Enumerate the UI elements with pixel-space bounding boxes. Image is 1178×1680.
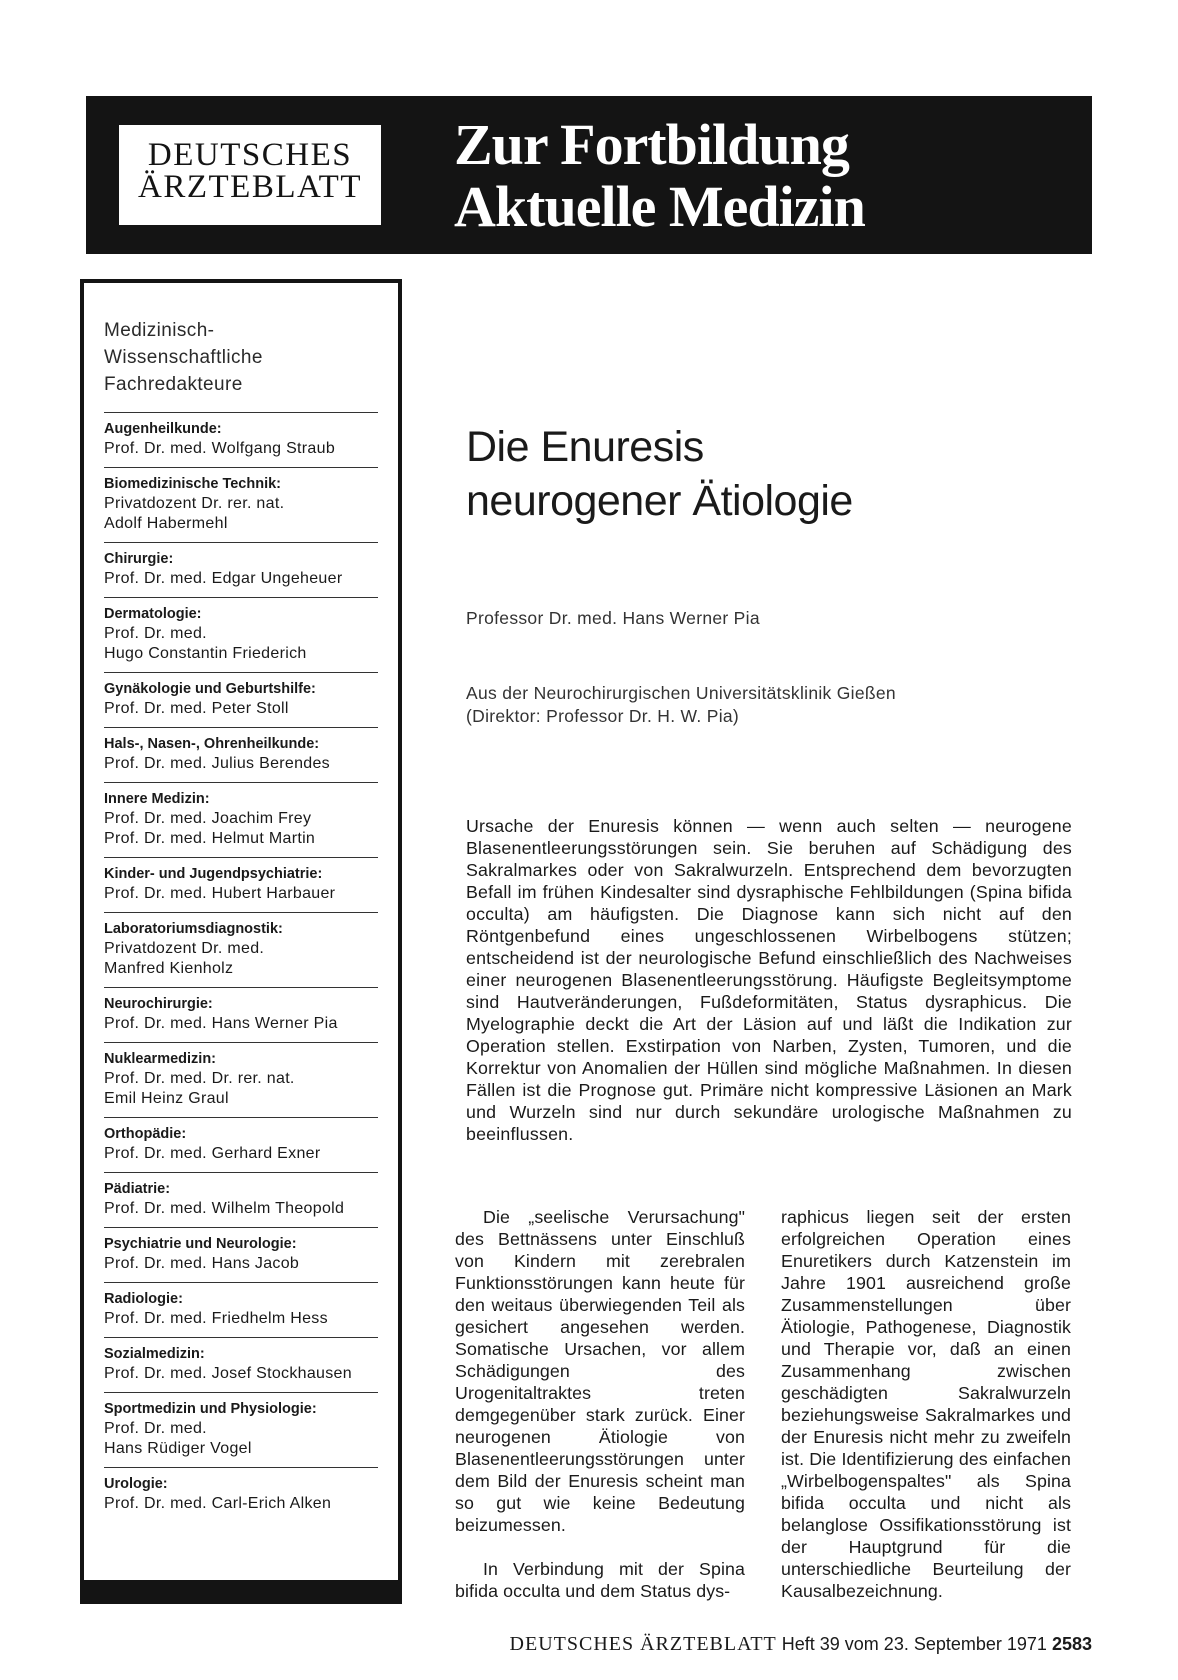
logo-line-2: ÄRZTEBLATT: [138, 169, 362, 205]
editor-entry: [104, 597, 378, 672]
editor-specialty: Radiologie:: [104, 1291, 183, 1307]
editor-specialty: Urologie:: [104, 1476, 168, 1492]
editor-name: Hugo Constantin Friederich: [104, 645, 307, 662]
editor-name: Prof. Dr. med. Carl-Erich Alken: [104, 1495, 332, 1512]
page-number: 2583: [1051, 1634, 1092, 1654]
editor-name: Prof. Dr. med.: [104, 625, 207, 642]
editor-specialty: Hals-, Nasen-, Ohrenheilkunde:: [104, 736, 320, 752]
editor-name: Prof. Dr. med. Hubert Harbauer: [104, 885, 336, 902]
section-title-line-2: Aktuelle Medizin: [454, 174, 865, 239]
editor-entry: [104, 1392, 378, 1467]
editor-name: Prof. Dr. med.: [104, 1420, 207, 1437]
editor-specialty: Pädiatrie:: [104, 1181, 171, 1197]
editor-name: Prof. Dr. med. Friedhelm Hess: [104, 1310, 328, 1327]
editor-entry: [104, 782, 378, 857]
section-title-line-1: Zur Fortbildung: [454, 112, 849, 177]
editor-entry: [104, 1337, 378, 1392]
editor-specialty: Gynäkologie und Geburtshilfe:: [104, 681, 316, 697]
journal-logo: [119, 125, 381, 225]
page-footer: [510, 1633, 1092, 1656]
editors-list: [104, 412, 378, 1522]
editor-specialty: Dermatologie:: [104, 606, 202, 622]
editor-entry: [104, 1282, 378, 1337]
editor-entry: [104, 1227, 378, 1282]
article-title-line-2: neurogener Ätiologie: [466, 477, 853, 525]
editor-entry: [104, 727, 378, 782]
editor-name: Prof. Dr. med. Josef Stockhausen: [104, 1365, 352, 1382]
editor-entry: [104, 857, 378, 912]
logo-line-1: DEUTSCHES: [147, 137, 353, 173]
editor-specialty: Chirurgie:: [104, 551, 174, 567]
editor-entry: [104, 1042, 378, 1117]
section-title: [454, 114, 865, 238]
editor-specialty: Laboratoriumsdiagnostik:: [104, 921, 283, 937]
body-paragraph: In Verbindung mit der Spina bifida occulta und dem Status dys-: [455, 1559, 745, 1601]
editor-specialty: Sportmedizin und Physiologie:: [104, 1401, 317, 1417]
body-paragraph: Die „seelische Verursachung" des Bettnässens unter Einschluß von Kindern mit zerebralen Funktionsstörungen kann heute für den weitaus überwiegenden Teil als gesichert angesehen werden. Somatische Ursachen, vor allem Schädigungen des Urogenitaltraktes treten demgegenüber stark zurück. Einer neurogenen Ätiologie von Blasenentleerungsstörungen unter dem Bild der Enuresis scheint man so gut wie keine Bedeutung beizumessen.: [455, 1207, 745, 1535]
sidebar-footer-bar: [84, 1580, 398, 1604]
article-affiliation: [466, 682, 896, 728]
footer-journal-name: DEUTSCHES ÄRZTEBLATT: [509, 1633, 777, 1655]
editor-entry: [104, 1172, 378, 1227]
editor-specialty: Kinder- und Jugendpsychiatrie:: [104, 866, 323, 882]
editor-name: Prof. Dr. med. Joachim Frey: [104, 810, 312, 827]
editor-name: Prof. Dr. med. Dr. rer. nat.: [104, 1070, 295, 1087]
editor-name: Prof. Dr. med. Hans Werner Pia: [104, 1015, 338, 1032]
article-title-line-1: Die Enuresis: [466, 423, 704, 471]
editor-name: Hans Rüdiger Vogel: [104, 1440, 252, 1457]
editor-entry: [104, 672, 378, 727]
sidebar-heading-line: Medizinisch-: [104, 320, 215, 341]
editor-specialty: Neurochirurgie:: [104, 996, 213, 1012]
sidebar-heading-line: Fachredakteure: [104, 374, 243, 395]
editor-entry: [104, 1117, 378, 1172]
sidebar-heading: [104, 317, 263, 398]
editor-name: Prof. Dr. med. Wolfgang Straub: [104, 440, 336, 457]
footer-issue: Heft 39 vom 23. September 1971: [781, 1634, 1047, 1654]
editor-specialty: Nuklearmedizin:: [104, 1051, 216, 1067]
editor-specialty: Innere Medizin:: [104, 791, 210, 807]
editor-name: Prof. Dr. med. Edgar Ungeheuer: [104, 570, 343, 587]
editors-sidebar: [80, 279, 402, 1604]
editor-entry: [104, 412, 378, 467]
editor-entry: [104, 987, 378, 1042]
editor-entry: [104, 467, 378, 542]
editor-entry: [104, 542, 378, 597]
editor-name: Prof. Dr. med. Julius Berendes: [104, 755, 330, 772]
editor-name: Prof. Dr. med. Helmut Martin: [104, 830, 316, 847]
editor-specialty: Orthopädie:: [104, 1126, 187, 1142]
editor-entry: [104, 1467, 378, 1522]
editor-name: Prof. Dr. med. Wilhelm Theopold: [104, 1200, 345, 1217]
article-author: Professor Dr. med. Hans Werner Pia: [466, 608, 760, 628]
editor-name: Privatdozent Dr. rer. nat.: [104, 495, 285, 512]
editor-name: Manfred Kienholz: [104, 960, 234, 977]
editor-specialty: Sozialmedizin:: [104, 1346, 205, 1362]
sidebar-heading-line: Wissenschaftliche: [104, 347, 263, 368]
editor-entry: [104, 912, 378, 987]
editor-name: Prof. Dr. med. Hans Jacob: [104, 1255, 300, 1272]
section-banner: [86, 96, 1092, 254]
editor-specialty: Psychiatrie und Neurologie:: [104, 1236, 297, 1252]
editor-name: Prof. Dr. med. Peter Stoll: [104, 700, 289, 717]
article-abstract: Ursache der Enuresis können — wenn auch selten — neurogene Blasenentleerungsstörungen sein. Sie beruhen auf Schädigung des Sakralmarkes oder von Sakralwurzeln. Entsprechend dem bevorzugten Befall im frühen Kindesalter sind dysraphische Fehlbildungen (Spina bifida occulta) am häufigsten. Die Diagnose kann sich nicht auf den Röntgenbefund eines ungeschlossenen Wirbelbogens stützen; entscheidend ist der neurologische Befund einschließlich des Nachweises einer neurogenen Blasenentleerungsstörung. Häufigste Begleitsymptome sind Hautveränderungen, Fußdeformitäten, Status dysraphicus. Die Myelographie deckt die Art der Läsion auf und läßt die Indikation zur Operation stellen. Exstirpation von Narben, Zysten, Tumoren, und die Korrektur von Anomalien der Hüllen sind mögliche Maßnahmen. In diesen Fällen ist die Prognose gut. Primäre nicht kompressive Läsionen an Mark und Wurzeln sind nur durch sekundäre urologische Maßnahmen zu beeinflussen.: [466, 816, 1072, 1144]
affiliation-line-2: (Direktor: Professor Dr. H. W. Pia): [466, 706, 740, 726]
body-column-left: [455, 1206, 745, 1602]
editor-name: Emil Heinz Graul: [104, 1090, 229, 1107]
affiliation-line-1: Aus der Neurochirurgischen Universitätsklinik Gießen: [466, 683, 896, 703]
editor-specialty: Augenheilkunde:: [104, 421, 222, 437]
article-title: [466, 420, 853, 528]
editor-name: Prof. Dr. med. Gerhard Exner: [104, 1145, 321, 1162]
editor-name: Privatdozent Dr. med.: [104, 940, 265, 957]
body-column-right: [781, 1206, 1071, 1602]
editor-name: Adolf Habermehl: [104, 515, 228, 532]
body-paragraph: raphicus liegen seit der ersten erfolgreichen Operation eines Enuretikers durch Katzenstein im Jahre 1901 ausreichend große Zusammenstellungen über Ätiologie, Pathogenese, Diagnostik und Therapie vor, daß an einen Zusammenhang zwischen geschädigten Sakralwurzeln beziehungsweise Sakralmarkes und der Enuresis nicht mehr zu zweifeln ist. Die Identifizierung des einfachen „Wirbelbogenspaltes" als Spina bifida occulta und nicht als belanglose Ossifikationsstörung ist der Hauptgrund für die unterschiedliche Beurteilung der Kausalbezeichnung.: [781, 1207, 1071, 1601]
editor-specialty: Biomedizinische Technik:: [104, 476, 281, 492]
